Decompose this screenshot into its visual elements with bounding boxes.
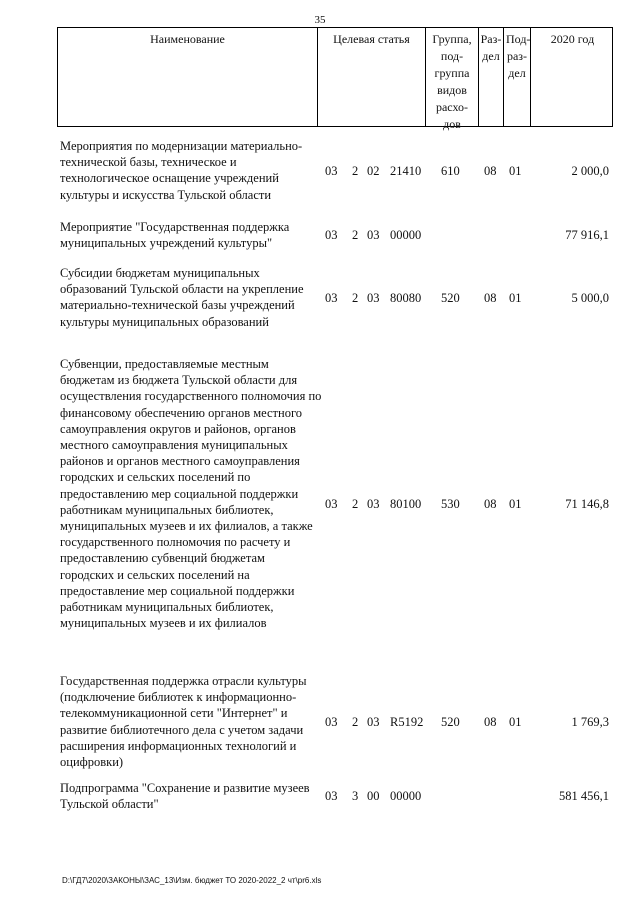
row-target-subprogram: 3 [352,789,359,803]
row-target-direction: 80080 [390,291,422,305]
row-amount: 5 000,0 [571,291,609,305]
row-target-event: 00 [367,789,380,803]
table-row [57,356,613,648]
row-target-event: 03 [367,291,380,305]
row-name: Мероприятия по модернизации материально-технической базы, техническое и технологическое оснащение учреждений культуры и искусства Тульской области [60,139,303,202]
row-target-direction: R5192 [390,715,424,729]
row-target-subprogram: 2 [352,291,359,305]
row-target-direction: 80100 [390,497,422,511]
row-name: Субсидии бюджетам муниципальных образований Тульской области на укрепление материально-технической базы учреждений культуры муниципальных образований [60,266,304,329]
row-name: Мероприятие "Государственная поддержка муниципальных учреждений культуры" [60,220,290,251]
row-target-subprogram: 2 [352,228,359,242]
row-target-program: 03 [325,715,338,729]
header-subsection: Под- раз- дел [504,28,531,126]
row-target-subprogram: 2 [352,164,359,178]
row-expense-group: 520 [441,291,460,305]
row-target-direction: 00000 [390,789,422,803]
file-path-footer: D:\ГД7\2020\ЗАКОНЫ\ЗАС_13\Изм. бюджет ТО 2020-2022_2 чт\pr6.xls [62,876,322,885]
row-target-event: 03 [367,228,380,242]
row-target-direction: 00000 [390,228,422,242]
row-amount: 71 146,8 [565,497,609,511]
row-section: 08 [484,497,497,511]
row-name: Государственная поддержка отрасли культуры (подключение библиотек к информационно-телекоммуникационной сети "Интернет" и развитие библиотечного дела с учетом задачи расширения информационных технологий и оцифровки) [60,674,307,770]
row-target-program: 03 [325,789,338,803]
row-section: 08 [484,164,497,178]
header-section: Раз- дел [479,28,504,126]
row-target-program: 03 [325,291,338,305]
row-target-direction: 21410 [390,164,422,178]
row-target-subprogram: 2 [352,715,359,729]
row-target-program: 03 [325,497,338,511]
row-expense-group: 530 [441,497,460,511]
row-target-subprogram: 2 [352,497,359,511]
row-target-program: 03 [325,228,338,242]
row-section: 08 [484,291,497,305]
row-amount: 2 000,0 [571,164,609,178]
table-row [57,265,613,329]
header-expense-group: Группа, под- группа видов расхо- дов [426,28,479,126]
row-subsection: 01 [509,715,522,729]
row-amount: 77 916,1 [565,228,609,242]
header-year: 2020 год [550,32,595,46]
table-row [57,219,613,251]
header-target-article: Целевая статья [318,28,426,126]
row-amount: 581 456,1 [559,789,609,803]
row-target-event: 03 [367,497,380,511]
row-target-event: 03 [367,715,380,729]
row-subsection: 01 [509,291,522,305]
row-section: 08 [484,715,497,729]
row-name: Подпрограмма "Сохранение и развитие музеев Тульской области" [60,781,310,812]
row-subsection: 01 [509,497,522,511]
page-number: 35 [314,14,326,26]
row-expense-group: 610 [441,164,460,178]
row-subsection: 01 [509,164,522,178]
row-expense-group: 520 [441,715,460,729]
row-name: Субвенции, предоставляемые местным бюджетам из бюджета Тульской области для осуществления государственного полномочия по финансовому обеспечению органов местного самоуправления округов и районов, органов местного самоуправления муниципальных районов и органов местного самоуправления городских и сельских поселений по предоставлению мер социальной поддержки работникам муниципальных библиотек, муниципальных музеев и их филиалов, а также государственного полномочия по расчету и предоставлению субвенций бюджетам городских и сельских поселений на предоставление мер социальной поддержки работникам муниципальных библиотек, муниципальных музеев и их филиалов [60,357,322,631]
row-target-event: 02 [367,164,380,178]
header-name: Наименование [58,28,318,126]
table-row [57,780,613,812]
row-amount: 1 769,3 [571,715,609,729]
table-header [57,27,613,131]
row-target-program: 03 [325,164,338,178]
table-row [57,673,613,773]
table-row [57,138,613,202]
